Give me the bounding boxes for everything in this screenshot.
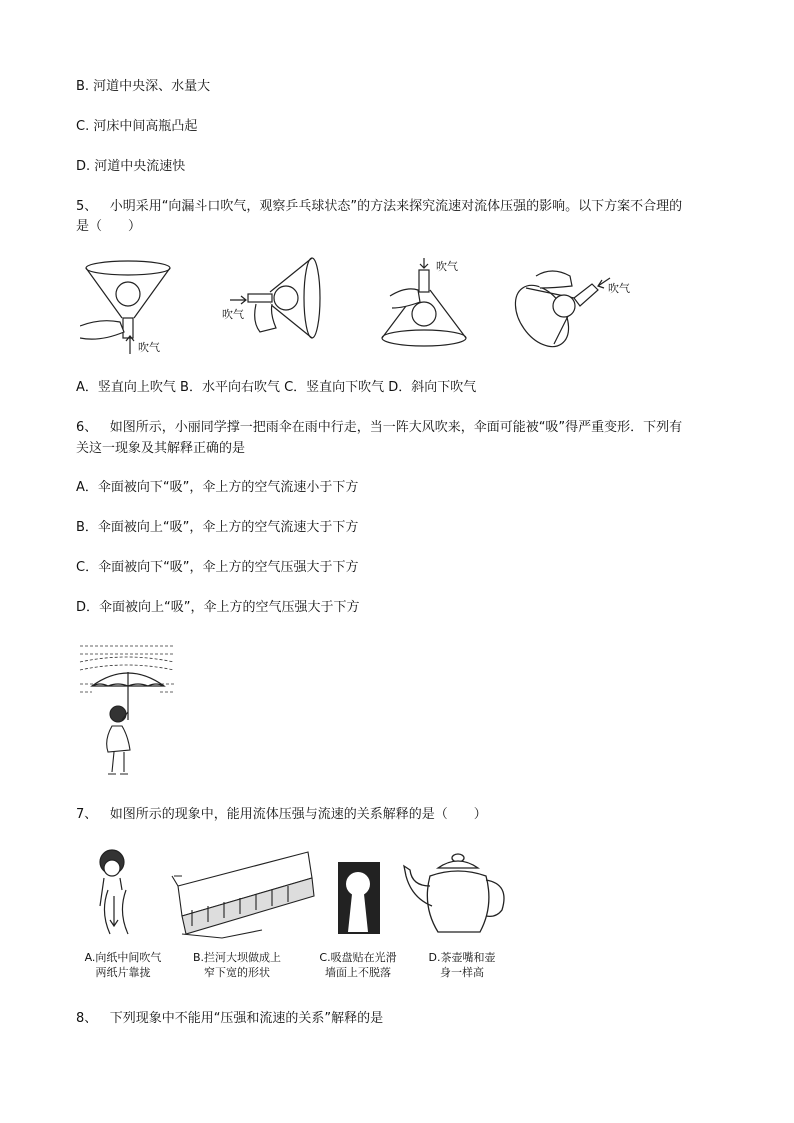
q7-stem: 如图所示的现象中，能用流体压强与流速的关系解释的是（ ） (109, 807, 487, 822)
q7-caption-c (312, 950, 404, 980)
q7-caption-c-line2: 墙面上不脱落 (325, 966, 391, 979)
q4-option-c: C. 河床中间高瓶凸起 (76, 119, 198, 134)
funnel-b (230, 258, 320, 338)
q5-stem-line1 (76, 198, 682, 216)
q5-number: 5、 (76, 199, 98, 214)
q6-option-c: C．伞面被向下“吸”，伞上方的空气压强大于下方 (76, 560, 359, 575)
q6-option-b: B．伞面被向上“吸”，伞上方的空气流速大于下方 (76, 520, 359, 535)
q7-fig-d-teapot (404, 854, 504, 932)
q5-stem: 小明采用“向漏斗口吹气，观察乒乓球状态”的方法来探究流速对流体压强的影响。以下方案不合理的 (109, 199, 683, 214)
q5-funnel-figure (80, 256, 640, 356)
q7-fig-c-suction-cup (338, 862, 380, 934)
q7-caption-d (414, 950, 510, 980)
q6-stem-line1 (76, 419, 682, 437)
q7-figures (82, 846, 522, 946)
q6-umbrella-figure (78, 640, 178, 780)
q4-option-b: B. 河道中央深、水量大 (76, 79, 211, 94)
q7-caption-b (186, 950, 288, 980)
q7-caption-c-line1: C.吸盘贴在光滑 (319, 951, 397, 964)
q8-stem-line (76, 1010, 383, 1028)
q5-label-a: 吹气 (138, 341, 160, 354)
q6-option-d: D．伞面被向上“吸”，伞上方的空气压强大于下方 (76, 600, 360, 615)
q5-stem-line2: 是（ ） (76, 219, 142, 234)
q7-caption-a (82, 950, 164, 980)
q8-number: 8、 (76, 1011, 98, 1026)
q7-number: 7、 (76, 807, 98, 822)
funnel-d (504, 271, 610, 356)
q5-label-c: 吹气 (436, 260, 458, 273)
q7-fig-b-dam (172, 852, 314, 938)
girl-figure (107, 706, 130, 774)
q8-stem: 下列现象中不能用“压强和流速的关系”解释的是 (109, 1011, 384, 1026)
q7-caption-d-line1: D.茶壶嘴和壶 (428, 951, 496, 964)
q6-stem: 如图所示，小丽同学撑一把雨伞在雨中行走，当一阵大风吹来，伞面可能被“吸”得严重变形．下列有 (109, 420, 683, 435)
q6-stem-line2: 关这一现象及其解释正确的是 (76, 441, 246, 456)
q7-fig-a-paper (100, 850, 128, 934)
q6-number: 6、 (76, 420, 98, 435)
q5-label-d: 吹气 (608, 282, 630, 295)
q4-option-d: D. 河道中央流速快 (76, 159, 186, 174)
q7-caption-d-line2: 身一样高 (440, 966, 484, 979)
q7-caption-a-line1: A.向纸中间吹气 (84, 951, 162, 964)
q7-caption-b-line1: B.拦河大坝做成上 (192, 951, 282, 964)
q7-stem-line (76, 806, 487, 824)
q5-options: A．竖直向上吹气 B．水平向右吹气 C．竖直向下吹气 D．斜向下吹气 (76, 380, 477, 395)
q7-caption-a-line2: 两纸片靠拢 (95, 966, 151, 979)
q7-caption-b-line2: 窄下宽的形状 (204, 966, 270, 979)
q6-option-a: A．伞面被向下“吸”，伞上方的空气流速小于下方 (76, 480, 359, 495)
q5-label-b: 吹气 (222, 308, 244, 321)
